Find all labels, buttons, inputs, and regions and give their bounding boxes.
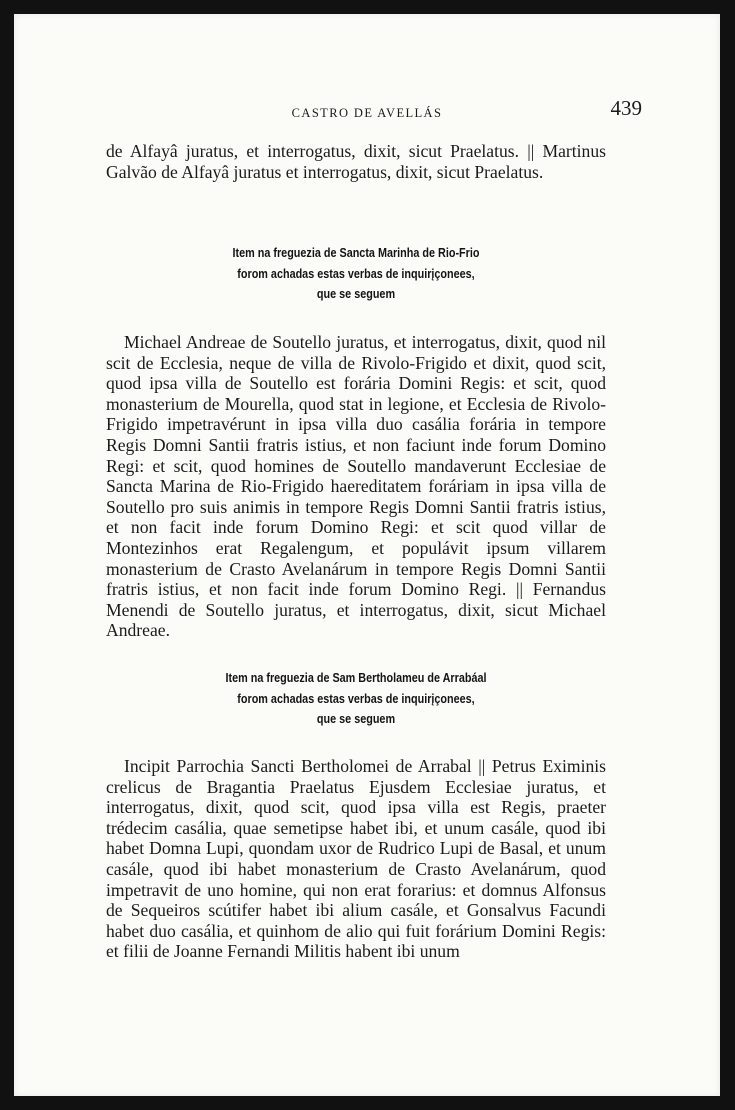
section-heading-arrabal (151, 668, 561, 730)
paragraph-text: Michael Andreae de Soutello juratus, et interrogatus, dixit, quod nil scit de Ecclesia, neque de villa de Rivolo-Frigido et dixit, quod scit, quod ipsa villa de Soutello est forária Domini Regis: et scit, quod monasterium de Mourella, quod stat in legione, et Ecclesia de Rivolo-Frigido impetravérunt in ipsa villa duo casália forária in tempore Regis Domni Santii fratris istius, et non faciunt inde forum Domino Regi: et scit, quod homines de Soutello mandaverunt Ecclesiae de Sancta Marina de Rio-Frigido haereditatem foráriam in ipsa villa de Soutello pro suis animis in tempore Regis Domni Santii fratris istius, et non facit inde forum Domino Regi: et scit quod villar de Montezinhos erat Regalengum, et populávit ipsum villarem monasterium de Crasto Avelanárum in tempore Regis Domni Santii fratris istius, et non facit inde forum Domino Regi. || Fernandus Menendi de Soutello juratus, et interrogatus, dixit, sicut Michael Andreae. (106, 332, 606, 641)
heading-line: que se seguem (316, 286, 396, 301)
heading-line: Item na freguezia de Sam Bertholameu de Arrabáal (225, 670, 487, 685)
section-heading-santa-marinha (151, 243, 561, 305)
book-page (14, 14, 720, 1096)
paragraph-text: de Alfayâ juratus, et interrogatus, dixit, sicut Praelatus. || Martinus Galvão de Alfayâ juratus et interrogatus, dixit, sicut Praelatus. (106, 141, 606, 182)
page-number: 439 (610, 96, 642, 120)
heading-line: forom achadas estas verbas de inquirįçonees, (237, 265, 475, 281)
section-paragraph-santa-marinha (106, 332, 606, 641)
section-paragraph-arrabal (106, 756, 606, 962)
page-header (14, 96, 720, 126)
heading-line: forom achadas estas verbas de inquirįçonees, (237, 690, 475, 706)
continued-paragraph (106, 141, 606, 182)
heading-line: Item na freguezia de Sancta Marinha de Rio-Frio (232, 245, 480, 260)
paragraph-text: Incipit Parrochia Sancti Bertholomei de Arrabal || Petrus Eximinis crelicus de Bragantia Praelatus Ejusdem Ecclesiae juratus, et interrogatus, dixit, quod scit, quod ipsa villa est Regis, praeter trédecim casália, quae semetipse habet ibi, et unum casále, quod ibi habet Domna Lupi, quondam uxor de Rudrico Lupi de Basal, et unum casále, quod ibi habet monasterium de Crasto Avelanárum, quod impetravit de uno homine, qui non erat forarius: et domnus Alfonsus de Sequeiros scútifer habet ibi alium casále, et Gonsalvus Facundi habet duo casália, et quinhom de alio qui fuit forárium Domini Regis: et filii de Joanne Fernandi Militis habent ibi unum (106, 756, 606, 962)
heading-line: que se seguem (316, 711, 396, 726)
running-title: CASTRO DE AVELLÁS (291, 106, 443, 120)
